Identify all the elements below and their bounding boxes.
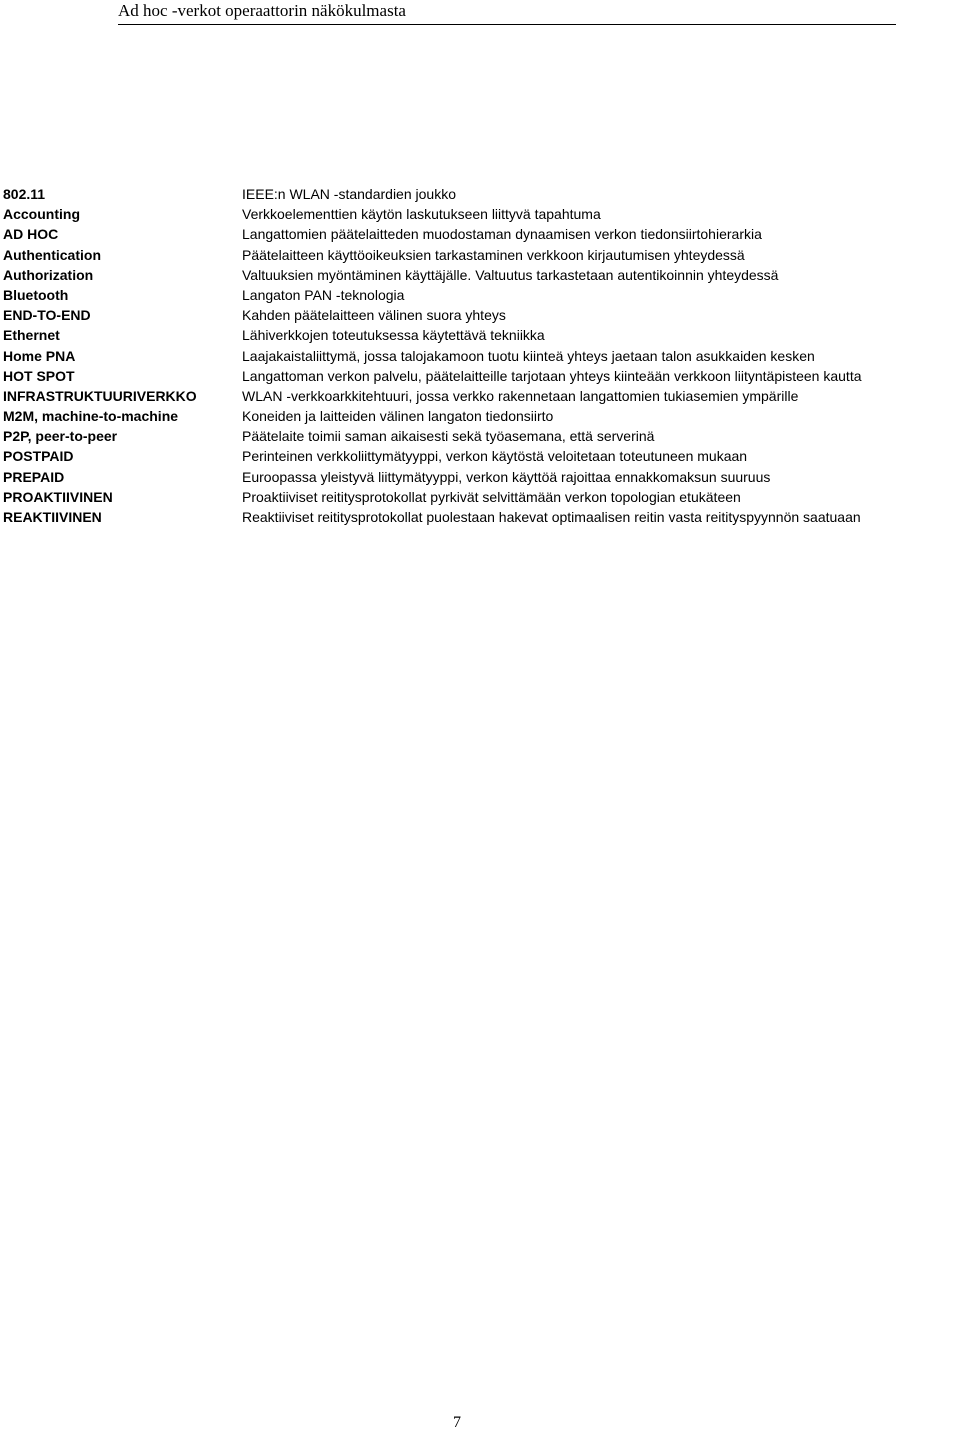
glossary-entry bbox=[0, 426, 960, 446]
glossary-definition: Lähiverkkojen toteutuksessa käytettävä tekniikka bbox=[242, 327, 545, 344]
glossary-entry bbox=[0, 325, 960, 345]
glossary-definition: Euroopassa yleistyvä liittymätyyppi, verkon käyttöä rajoittaa ennakkomaksun suuruus bbox=[242, 468, 771, 485]
glossary-entry bbox=[0, 386, 960, 406]
glossary-definition: Laajakaistaliittymä, jossa talojakamoon tuotu kiinteä yhteys jaetaan talon asukkaiden kesken bbox=[242, 347, 815, 364]
glossary-term: Bluetooth bbox=[3, 286, 69, 303]
glossary-entry bbox=[0, 245, 960, 265]
glossary-term: Ethernet bbox=[3, 327, 60, 344]
page-number: 7 bbox=[453, 1414, 461, 1431]
glossary-entry bbox=[0, 507, 960, 527]
glossary-term: Authentication bbox=[3, 246, 101, 263]
glossary-term: END-TO-END bbox=[3, 307, 91, 324]
glossary-definition: Koneiden ja laitteiden välinen langaton tiedonsiirto bbox=[242, 408, 554, 425]
glossary-entry bbox=[0, 366, 960, 386]
glossary-definition: Valtuuksien myöntäminen käyttäjälle. Valtuutus tarkastetaan autentikoinnin yhteydessä bbox=[242, 266, 779, 283]
glossary-list bbox=[0, 184, 960, 527]
glossary-term: PROAKTIIVINEN bbox=[3, 488, 113, 505]
glossary-definition: Päätelaitteen käyttöoikeuksien tarkastaminen verkkoon kirjautumisen yhteydessä bbox=[242, 246, 745, 263]
glossary-definition: Päätelaite toimii saman aikaisesti sekä työasemana, että serverinä bbox=[242, 428, 655, 445]
glossary-definition: Reaktiiviset reititysprotokollat puolestaan hakevat optimaalisen reitin vasta reitityspyynnön saatuaan bbox=[242, 509, 861, 525]
glossary-entry bbox=[0, 487, 960, 507]
glossary-entry bbox=[0, 204, 960, 224]
glossary-entry bbox=[0, 224, 960, 244]
glossary-entry bbox=[0, 446, 960, 466]
glossary-entry bbox=[0, 406, 960, 426]
glossary-term: M2M, machine-to-machine bbox=[3, 408, 179, 425]
glossary-definition: IEEE:n WLAN -standardien joukko bbox=[242, 186, 456, 202]
glossary-term: PREPAID bbox=[3, 468, 65, 485]
glossary-entry bbox=[0, 184, 960, 204]
glossary-definition: Proaktiiviset reititysprotokollat pyrkivät selvittämään verkon topologian etukäteen bbox=[242, 488, 741, 505]
glossary-definition: WLAN -verkkoarkkitehtuuri, jossa verkko rakennetaan langattomien tukiasemien ympärille bbox=[242, 387, 799, 404]
glossary-entry bbox=[0, 305, 960, 325]
glossary-term: POSTPAID bbox=[3, 448, 74, 465]
document-title: Ad hoc -verkot operaattorin näkökulmasta bbox=[118, 1, 406, 20]
glossary-definition: Verkkoelementtien käytön laskutukseen liittyvä tapahtuma bbox=[242, 206, 601, 223]
glossary-term: Authorization bbox=[3, 266, 94, 283]
running-header bbox=[118, 0, 896, 25]
glossary-definition: Kahden päätelaitteen välinen suora yhteys bbox=[242, 307, 506, 324]
glossary-term: Accounting bbox=[3, 206, 80, 223]
glossary-term: P2P, peer-to-peer bbox=[3, 428, 118, 445]
glossary-entry bbox=[0, 285, 960, 305]
glossary-definition: Perinteinen verkkoliittymätyyppi, verkon käytöstä veloitetaan toteutuneen mukaan bbox=[242, 448, 748, 465]
glossary-entry bbox=[0, 467, 960, 487]
glossary-term: INFRASTRUKTUURIVERKKO bbox=[3, 387, 197, 404]
glossary-definition: Langattoman verkon palvelu, päätelaitteille tarjotaan yhteys kiinteään verkkoon liityntäpisteen kautta bbox=[242, 367, 862, 384]
glossary-entry bbox=[0, 265, 960, 285]
glossary-term: 802.11 bbox=[3, 186, 46, 202]
glossary-term: HOT SPOT bbox=[3, 367, 75, 384]
glossary-definition: Langattomien päätelaitteden muodostaman dynaamisen verkon tiedonsiirtohierarkia bbox=[242, 226, 762, 243]
glossary-entry bbox=[0, 346, 960, 366]
glossary-definition: Langaton PAN -teknologia bbox=[242, 286, 405, 303]
glossary-term: AD HOC bbox=[3, 226, 59, 243]
glossary-term: REAKTIIVINEN bbox=[3, 509, 102, 525]
glossary-term: Home PNA bbox=[3, 347, 76, 364]
